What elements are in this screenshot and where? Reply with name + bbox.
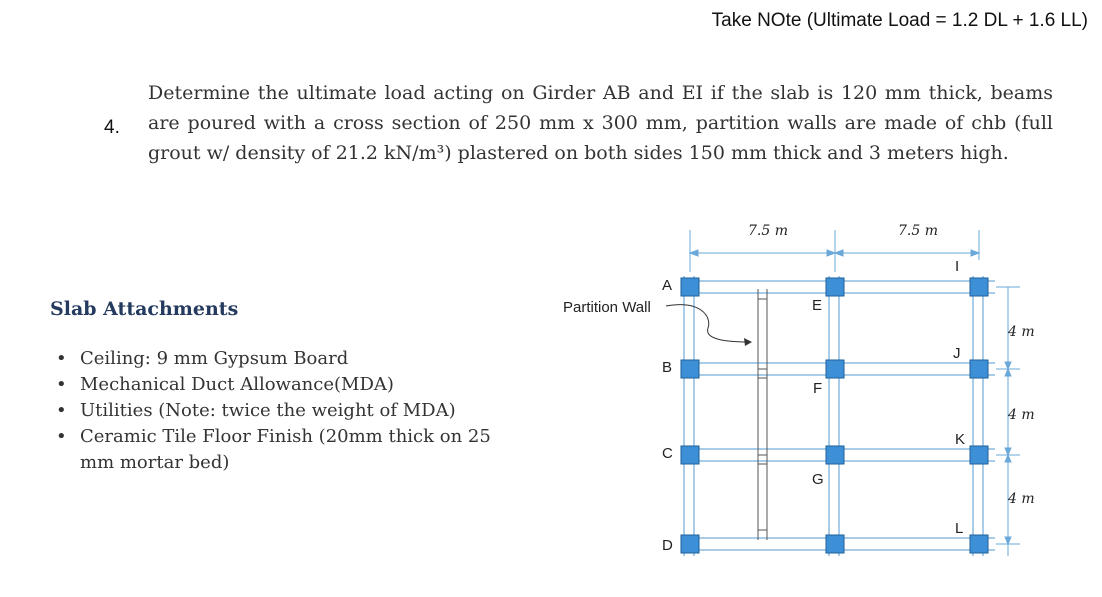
partition-wall [758,289,767,540]
span-label-right-3: 4 m [1008,491,1035,507]
node-label-j: J [953,345,961,362]
node-label-f: F [813,380,823,397]
leader-arrowhead [744,338,752,346]
question-number: 4. [104,117,120,138]
node-label-k: K [955,431,966,448]
node-label-l: L [955,520,964,537]
span-label-top-right: 7.5 m [898,223,938,239]
span-label-right-2: 4 m [1008,407,1035,423]
columns [681,278,988,553]
node-label-g: G [812,471,824,488]
horizontal-girders [690,281,995,550]
list-item: • Ceiling: 9 mm Gypsum Board [50,346,520,372]
node-label-d: D [662,537,673,554]
node-label-i: I [955,258,960,275]
node-label-b: B [662,359,673,376]
node-label-a: A [662,277,673,294]
list-item: • Ceramic Tile Floor Finish (20mm thick on 25 mm mortar bed) [50,424,520,476]
slab-attachments-title: Slab Attachments [50,298,239,320]
list-item: • Utilities (Note: twice the weight of MDA) [50,398,520,424]
partition-wall-label: Partition Wall [563,299,651,316]
vertical-girders [684,276,983,556]
node-label-c: C [662,445,673,462]
problem-text: Determine the ultimate load acting on Girder AB and EI if the slab is 120 mm thick, beams are poured with a cross section of 250 mm x 300 mm, partition walls are made of chb (full grout w/ density of 21.2 kN/m³) plastered on both sides 150 mm thick and 3 meters high. [148,82,1053,164]
span-label-top-left: 7.5 m [748,223,788,239]
node-label-e: E [812,297,823,314]
list-item: • Mechanical Duct Allowance(MDA) [50,372,520,398]
span-label-right-1: 4 m [1008,324,1035,340]
partition-wall-leader [666,305,750,342]
ultimate-load-note: Take NOte (Ultimate Load = 1.2 DL + 1.6 LL) [711,10,1088,31]
